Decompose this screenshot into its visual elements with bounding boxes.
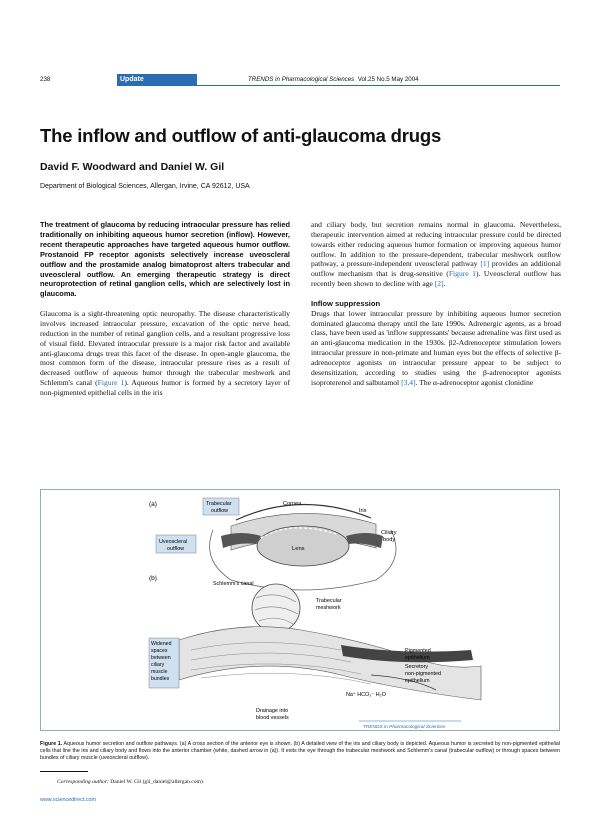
figure-1: [40, 489, 560, 731]
outflow-paragraph: and ciliary body, but secretion remains normal in glaucoma. Nevertheless, therapeutic intervention aimed at reducing intraocular pressure could be directed towards either reducing aqueous humor formation or improving aqueous humor outflow. In addition to the pressure-dependent, trabecular meshwork outflow pathway, a pressure-independent uveoscleral pathway [1] provides an additional outflow mechanism that is drug-sensitive (Figure 1). Uveoscleral outflow has recently been shown to decline with age [2].: [311, 220, 561, 289]
iris-label: Iris: [359, 508, 367, 514]
uveoscleral-outflow-label-2: outflow: [167, 546, 185, 552]
article-title: The inflow and outflow of anti-glaucoma drugs: [40, 125, 442, 146]
figure-caption: Figure 1. Aqueous humor secretion and outflow pathways. (a) A cross section of the anterior eye is shown. (b) A detailed view of the iris and ciliary body is depicted. Aqueous humor is secreted by non-pigmented epithelial cells that line the iris and ciliary body and flows into the anterior chamber (white, dashed arrow in (a)). It exits the eye through the trabecular meshwork and Schlemm's canal (trabecular outflow) or through spaces between bundles of ciliary muscle (uveoscleral outflow).: [40, 741, 560, 762]
article-authors: David F. Woodward and Daniel W. Gil: [40, 161, 225, 173]
section-badge: Update: [117, 74, 197, 85]
pigmented-epithelium-label-2: epithelium: [405, 655, 430, 661]
trabecular-meshwork-label-2: meshwork: [316, 605, 341, 611]
widened-spaces-label-5: muscle: [151, 669, 168, 675]
footnote-rule: [40, 771, 88, 772]
eye-anatomy-illustration: [41, 490, 561, 732]
trabecular-outflow-label: Trabecular: [206, 501, 232, 507]
widened-spaces-label-6: bundles: [151, 676, 170, 682]
ciliary-muscle-tissue: [179, 627, 481, 700]
reference-2-link[interactable]: [2]: [434, 279, 444, 289]
journal-name: TRENDS in Pharmacological Sciences Vol.25 No.5 May 2004: [248, 76, 419, 83]
ciliary-body-label-2: body: [383, 537, 396, 543]
drainage-label-2: blood vessels: [256, 715, 289, 721]
panel-a-label: (a): [149, 501, 157, 508]
secretory-epithelium-label-3: epithelium: [405, 678, 430, 684]
figure-1-link[interactable]: Figure 1: [448, 269, 476, 279]
abstract: The treatment of glaucoma by reducing intraocular pressure has relied traditionally on inhibiting aqueous humor secretion (inflow). However, recent therapeutic approaches have targeted aqueous humor outflow. Prostanoid FP receptor agonists selectively increase uveoscleral outflow and the prostamide analog bimatoprost alters trabecular and uveoscleral outflow. An emerging therapeutic strategy is direct neuroprotection of retinal ganglion cells, which are selectively lost in glaucoma.: [40, 220, 290, 299]
secretory-epithelium-label: Secretory: [405, 664, 429, 670]
secretory-epithelium-label-2: non-pigmented: [405, 671, 441, 677]
schlemm-canal-detail: [252, 584, 300, 632]
intro-paragraph: Glaucoma is a sight-threatening optic neuropathy. The disease characteristically involves increased intraocular pressure, excavation of the optic nerve head, reduction in the number of retinal ganglion cells, and a resultant progressive loss of visual field. Elevated intraocular pressure is a major risk factor and available anti-glaucoma drugs treat this facet of the disease. In open-angle glaucoma, the most common form of the disease, intraocular pressure rises as a result of decreased outflow of aqueous humor through the trabecular meshwork and Schlemm's canal (Figure 1). Aqueous humor is formed by a secretory layer of non-pigmented epithelial cells in the iris: [40, 309, 290, 397]
site-url[interactable]: www.sciencedirect.com: [40, 797, 97, 803]
section-heading: Inflow suppression: [311, 298, 381, 308]
column-left: [40, 220, 290, 398]
widened-spaces-label-3: between: [151, 655, 171, 661]
footnote: Corresponding author: Daniel W. Gil (gil_daniel@allergan.com).: [57, 779, 205, 785]
widened-spaces-label-2: spaces: [151, 648, 168, 654]
column-right: [311, 220, 561, 388]
figure-1-link[interactable]: Figure 1: [97, 378, 125, 388]
article-affiliation: Department of Biological Sciences, Allergan, Irvine, CA 92612, USA: [40, 183, 250, 190]
uveoscleral-outflow-label: Uveoscleral: [159, 539, 188, 545]
cornea-label: Cornea: [283, 501, 302, 507]
drainage-label: Drainage into: [256, 708, 289, 714]
page-number: 238: [40, 76, 51, 83]
iris-right: [346, 533, 383, 548]
header-rule: [117, 85, 560, 86]
widened-spaces-label-4: ciliary: [151, 662, 165, 668]
trabecular-meshwork-label: Trabecular: [316, 598, 342, 604]
ciliary-body-label: Ciliary: [381, 530, 397, 536]
widened-spaces-label: Widened: [151, 641, 172, 647]
schlemm-canal-label: Schlemm's canal: [213, 581, 254, 587]
figure-credit: TRENDS in Pharmacological Sciences: [363, 725, 446, 730]
lens-label: Lens: [292, 546, 305, 552]
journal-volume: Vol.25 No.5 May 2004: [357, 76, 419, 83]
ion-flow-label: Na⁺ HCO₃⁻ H₂O: [346, 692, 386, 698]
panel-b-label: (b): [149, 575, 157, 582]
inflow-paragraph: Drugs that lower intraocular pressure by inhibiting aqueous humor secretion dominated glaucoma therapy until the late 1990s. Adrenergic agents, as a broad class, have been used as 'inflow suppressants' because adrenaline was first used as an anti-glaucoma medication in the 1930s. β2-Adrenoceptor stimulation lowers intraocular pressure in non-primate and human eyes but the effects of selective β-adrenoceptor agonists on intraocular pressure appear to be subject to desensitization, according to studies using the β-adrenoceptor agonists isoproterenol and salbutamol [3,4]. The α-adrenoceptor agonist clonidine: [311, 308, 561, 387]
pigmented-epithelium-label: Pigmented: [405, 648, 431, 654]
reference-1-link[interactable]: [1]: [480, 259, 490, 269]
trabecular-outflow-label-2: outflow: [211, 508, 229, 514]
reference-3-4-link[interactable]: [3,4]: [401, 377, 416, 387]
